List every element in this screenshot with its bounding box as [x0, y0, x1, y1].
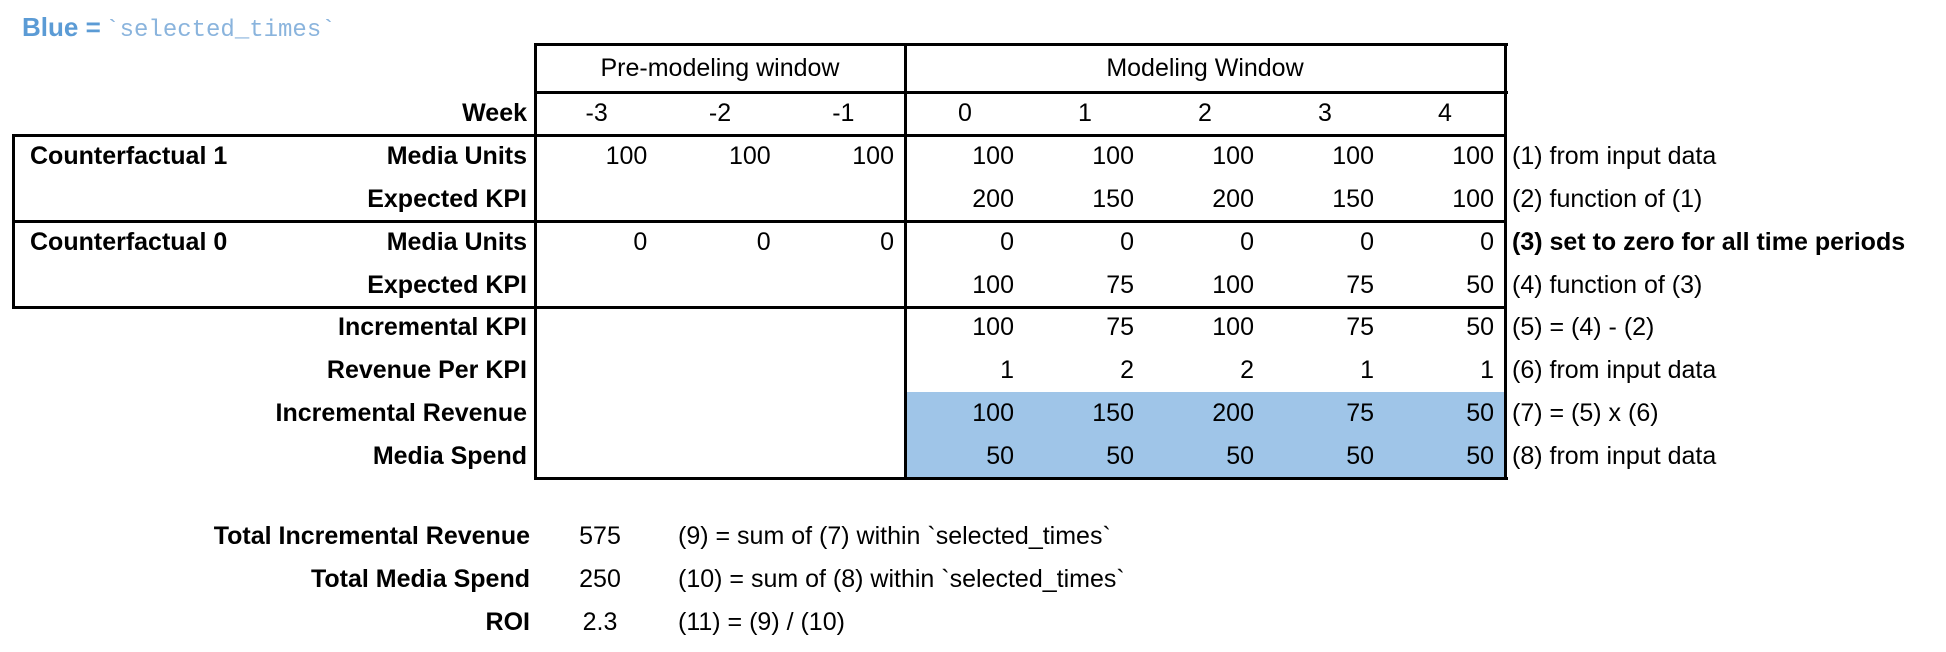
metric-label: Media Spend: [372, 442, 527, 471]
week-numbers-model: [905, 92, 1505, 135]
data-cell: 75: [1346, 270, 1374, 299]
data-cell: 2: [1120, 356, 1134, 385]
week-cell: 4: [1438, 99, 1452, 127]
counterfactual-1-label: Counterfactual 1: [30, 142, 228, 170]
data-cell: 150: [1092, 399, 1134, 428]
summary-row: [0, 515, 1946, 558]
row-annotation: (2) function of (1): [1512, 184, 1703, 213]
data-cell: 0: [1120, 227, 1134, 256]
week-row-label: Week: [462, 99, 527, 127]
data-cell: 1: [1360, 356, 1374, 385]
data-cell: 200: [972, 184, 1014, 213]
data-cell: 100: [972, 399, 1014, 428]
data-cell: [782, 392, 905, 435]
data-cell: 0: [1480, 227, 1494, 256]
header-bottom-line: [535, 91, 1508, 94]
metric-label: Expected KPI: [367, 270, 527, 299]
data-cell: 1: [1480, 356, 1494, 385]
cf1-cf0-divider-line: [13, 220, 1507, 223]
data-cell: 100: [972, 141, 1014, 170]
week-cell: -2: [708, 99, 732, 127]
data-cell: [658, 178, 781, 221]
modeling-window-header: Modeling Window: [1106, 53, 1304, 82]
data-cell: 200: [1212, 399, 1254, 428]
data-cell: 100: [972, 313, 1014, 342]
data-cell: [782, 307, 905, 350]
data-cell: 50: [1346, 442, 1374, 471]
week-cell: 2: [1198, 99, 1212, 127]
data-cell: 50: [1226, 442, 1254, 471]
row-annotation: (4) function of (3): [1512, 270, 1703, 299]
row-annotation: (8) from input data: [1512, 442, 1717, 471]
summary-value: 575: [579, 522, 621, 550]
counterfactual-0-label: Counterfactual 0: [30, 228, 228, 256]
metric-label: Expected KPI: [367, 184, 527, 213]
summary-note: (10) = sum of (8) within `selected_times`: [678, 565, 1125, 593]
metric-label: Incremental Revenue: [275, 399, 527, 428]
data-cell: [658, 264, 781, 307]
summary-row: [0, 601, 1946, 644]
metric-label: Incremental KPI: [338, 313, 527, 342]
data-cell: 50: [1466, 399, 1494, 428]
summary-label: Total Incremental Revenue: [213, 522, 530, 550]
data-cell: 0: [633, 227, 648, 256]
row-annotation: (5) = (4) - (2): [1512, 313, 1655, 342]
data-cell: 0: [1240, 227, 1254, 256]
week-cell: 1: [1078, 99, 1092, 127]
cf0-bottom-line: [13, 306, 1507, 309]
data-cell: [658, 349, 781, 392]
data-cell: 75: [1346, 313, 1374, 342]
data-cell: 100: [1332, 141, 1374, 170]
data-cell: 200: [1212, 184, 1254, 213]
data-cell: 100: [605, 141, 648, 170]
data-cell: 0: [880, 227, 894, 256]
data-cell: 2: [1240, 356, 1254, 385]
summary-row: [0, 558, 1946, 601]
data-cell: 100: [1452, 141, 1494, 170]
data-cell: [535, 349, 658, 392]
legend: [22, 12, 336, 44]
table-bottom-line: [535, 477, 1508, 480]
data-cell: 100: [1212, 270, 1254, 299]
data-cell: 50: [986, 442, 1014, 471]
data-cell: 75: [1106, 270, 1134, 299]
legend-blue-label: Blue =: [22, 12, 101, 42]
row-annotation: (1) from input data: [1512, 141, 1717, 170]
week-cell: 3: [1318, 99, 1332, 127]
data-cell: 75: [1106, 313, 1134, 342]
data-cell: 100: [728, 141, 771, 170]
data-cell: [658, 435, 781, 478]
table-right-line: [1504, 43, 1507, 480]
summary-note: (9) = sum of (7) within `selected_times`: [678, 522, 1111, 550]
data-cell: 0: [1360, 227, 1374, 256]
metric-label: Media Units: [386, 227, 527, 256]
data-cell: [782, 178, 905, 221]
week-bottom-line: [13, 134, 1507, 137]
data-cell: [535, 392, 658, 435]
pre-modeling-window-header: Pre-modeling window: [600, 53, 840, 82]
data-cell: 0: [1000, 227, 1014, 256]
row-annotation: (3) set to zero for all time periods: [1512, 227, 1906, 256]
data-cell: 150: [1332, 184, 1374, 213]
data-cell: 75: [1346, 399, 1374, 428]
row-annotations: [1512, 135, 1905, 478]
data-cell: 100: [1212, 313, 1254, 342]
summary-label: ROI: [485, 608, 530, 636]
data-cell: 100: [1092, 141, 1134, 170]
counterfactual-box-left-line: [12, 134, 15, 309]
summary-value: 250: [579, 565, 621, 593]
data-cell: 150: [1092, 184, 1134, 213]
data-cell: [535, 307, 658, 350]
week-cell: -1: [832, 99, 855, 127]
metric-label: Revenue Per KPI: [326, 356, 527, 385]
table-top-line: [535, 43, 1508, 46]
summary-value: 2.3: [582, 608, 618, 636]
window-divider-line: [904, 43, 907, 480]
summary-label: Total Media Spend: [311, 565, 530, 593]
row-annotation: (6) from input data: [1512, 356, 1717, 385]
table-left-line: [534, 43, 537, 480]
data-cell: 50: [1466, 313, 1494, 342]
data-cell: [782, 264, 905, 307]
data-cell: 50: [1106, 442, 1134, 471]
data-cell: 100: [852, 141, 894, 170]
data-cell: [782, 435, 905, 478]
week-cell: 0: [958, 99, 972, 127]
data-cell: [535, 264, 658, 307]
data-cell: [535, 178, 658, 221]
data-cell: [658, 307, 781, 350]
data-cell: 0: [756, 227, 771, 256]
data-cell: [535, 435, 658, 478]
data-cell: 100: [1212, 141, 1254, 170]
data-cell: [658, 392, 781, 435]
metric-label: Media Units: [386, 141, 527, 170]
data-cell: 50: [1466, 270, 1494, 299]
data-cell: 50: [1466, 442, 1494, 471]
week-numbers-pre: [535, 92, 905, 135]
data-cell: [782, 349, 905, 392]
week-cell: -3: [585, 99, 608, 127]
data-cell: 1: [1000, 356, 1014, 385]
data-cell: 100: [1452, 184, 1494, 213]
data-cell: 100: [972, 270, 1014, 299]
summary-note: (11) = (9) / (10): [678, 608, 845, 636]
row-annotation: (7) = (5) x (6): [1512, 399, 1659, 428]
legend-selected-times-code: `selected_times`: [105, 17, 336, 44]
